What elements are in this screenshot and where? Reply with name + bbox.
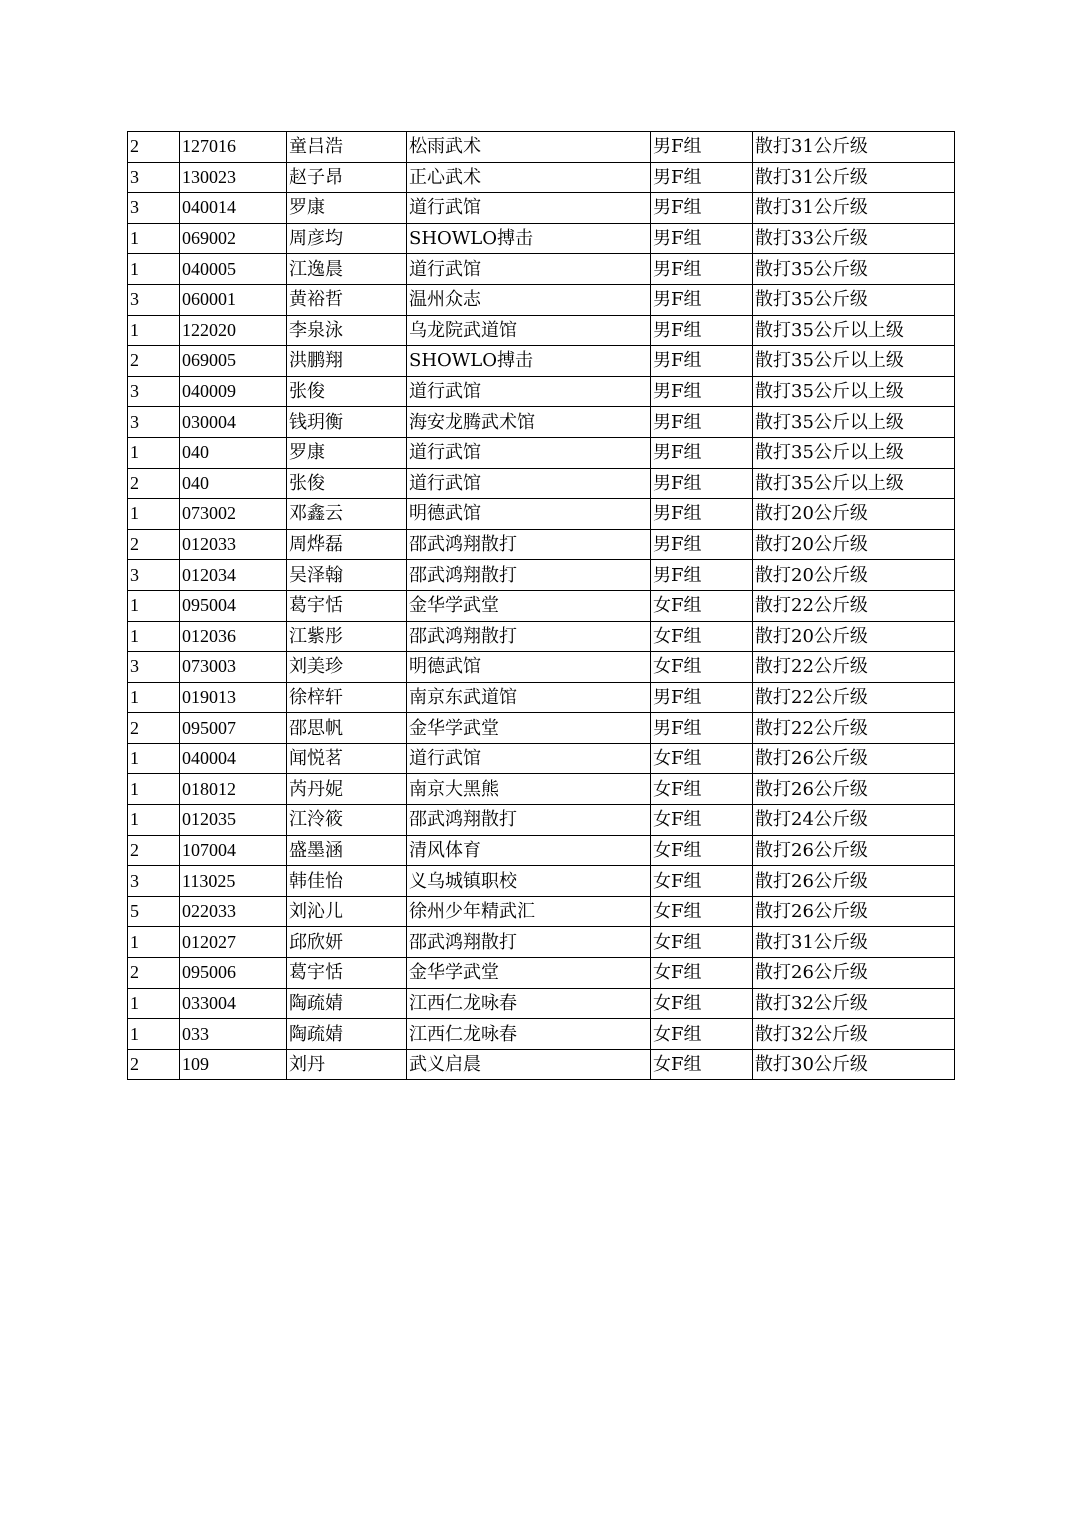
event-cell: 散打20公斤级 <box>753 621 955 652</box>
event-cell: 散打20公斤级 <box>753 560 955 591</box>
club-cell: 道行武馆 <box>407 743 651 774</box>
athlete-id-cell: 109 <box>180 1049 287 1080</box>
group-cell: 女F组 <box>651 958 753 989</box>
athlete-id-cell: 012035 <box>180 805 287 836</box>
table-row <box>128 346 955 377</box>
rank-cell: 2 <box>128 346 180 377</box>
group-cell: 男F组 <box>651 193 753 224</box>
athlete-id-cell: 069005 <box>180 346 287 377</box>
club-cell: 邵武鸿翔散打 <box>407 621 651 652</box>
table-row <box>128 590 955 621</box>
athlete-id-cell: 122020 <box>180 315 287 346</box>
table-row <box>128 499 955 530</box>
club-cell: 邵武鸿翔散打 <box>407 927 651 958</box>
group-cell: 男F组 <box>651 376 753 407</box>
club-cell: 正心武术 <box>407 162 651 193</box>
rank-cell: 2 <box>128 132 180 163</box>
event-cell: 散打26公斤级 <box>753 866 955 897</box>
rank-cell: 1 <box>128 590 180 621</box>
athlete-id-cell: 018012 <box>180 774 287 805</box>
rank-cell: 3 <box>128 193 180 224</box>
event-cell: 散打35公斤以上级 <box>753 346 955 377</box>
athlete-id-cell: 095007 <box>180 713 287 744</box>
table-row <box>128 437 955 468</box>
athlete-name-cell: 刘丹 <box>287 1049 407 1080</box>
group-cell: 女F组 <box>651 774 753 805</box>
group-cell: 男F组 <box>651 407 753 438</box>
table-row <box>128 407 955 438</box>
club-cell: 松雨武术 <box>407 132 651 163</box>
rank-cell: 5 <box>128 896 180 927</box>
rank-cell: 1 <box>128 682 180 713</box>
athlete-name-cell: 周彦均 <box>287 223 407 254</box>
club-cell: SHOWLO搏击 <box>407 223 651 254</box>
table-row <box>128 682 955 713</box>
group-cell: 男F组 <box>651 315 753 346</box>
group-cell: 男F组 <box>651 437 753 468</box>
athlete-name-cell: 邵思帆 <box>287 713 407 744</box>
athlete-name-cell: 张俊 <box>287 468 407 499</box>
table-row <box>128 805 955 836</box>
group-cell: 女F组 <box>651 1049 753 1080</box>
table-row <box>128 529 955 560</box>
event-cell: 散打35公斤以上级 <box>753 437 955 468</box>
athlete-id-cell: 033004 <box>180 988 287 1019</box>
group-cell: 女F组 <box>651 621 753 652</box>
table-row <box>128 132 955 163</box>
group-cell: 男F组 <box>651 468 753 499</box>
club-cell: 乌龙院武道馆 <box>407 315 651 346</box>
event-cell: 散打26公斤级 <box>753 774 955 805</box>
athlete-name-cell: 李泉泳 <box>287 315 407 346</box>
group-cell: 女F组 <box>651 805 753 836</box>
athlete-id-cell: 040 <box>180 437 287 468</box>
rank-cell: 1 <box>128 927 180 958</box>
event-cell: 散打24公斤级 <box>753 805 955 836</box>
group-cell: 女F组 <box>651 590 753 621</box>
athlete-name-cell: 罗康 <box>287 193 407 224</box>
club-cell: 江西仁龙咏春 <box>407 988 651 1019</box>
athlete-id-cell: 040014 <box>180 193 287 224</box>
athlete-name-cell: 葛宇恬 <box>287 958 407 989</box>
athlete-id-cell: 095004 <box>180 590 287 621</box>
club-cell: 道行武馆 <box>407 254 651 285</box>
rank-cell: 3 <box>128 407 180 438</box>
athlete-id-cell: 033 <box>180 1019 287 1050</box>
athlete-id-cell: 095006 <box>180 958 287 989</box>
athlete-name-cell: 葛宇恬 <box>287 590 407 621</box>
club-cell: 道行武馆 <box>407 437 651 468</box>
rank-cell: 1 <box>128 743 180 774</box>
rank-cell: 2 <box>128 835 180 866</box>
athlete-id-cell: 073003 <box>180 652 287 683</box>
rank-cell: 2 <box>128 713 180 744</box>
athlete-id-cell: 040004 <box>180 743 287 774</box>
group-cell: 男F组 <box>651 682 753 713</box>
table-row <box>128 376 955 407</box>
event-cell: 散打26公斤级 <box>753 743 955 774</box>
club-cell: 邵武鸿翔散打 <box>407 529 651 560</box>
club-cell: 道行武馆 <box>407 376 651 407</box>
table-row <box>128 468 955 499</box>
athlete-id-cell: 040005 <box>180 254 287 285</box>
group-cell: 男F组 <box>651 529 753 560</box>
event-cell: 散打35公斤以上级 <box>753 315 955 346</box>
rank-cell: 2 <box>128 1049 180 1080</box>
group-cell: 女F组 <box>651 652 753 683</box>
athlete-name-cell: 洪鹏翔 <box>287 346 407 377</box>
group-cell: 男F组 <box>651 223 753 254</box>
club-cell: 道行武馆 <box>407 468 651 499</box>
event-cell: 散打22公斤级 <box>753 652 955 683</box>
athlete-name-cell: 刘美珍 <box>287 652 407 683</box>
athlete-name-cell: 钱玥衡 <box>287 407 407 438</box>
event-cell: 散打32公斤级 <box>753 988 955 1019</box>
athlete-id-cell: 040 <box>180 468 287 499</box>
club-cell: 南京大黑熊 <box>407 774 651 805</box>
club-cell: 道行武馆 <box>407 193 651 224</box>
table-row <box>128 713 955 744</box>
rank-cell: 1 <box>128 499 180 530</box>
rank-cell: 1 <box>128 223 180 254</box>
table-row <box>128 743 955 774</box>
athlete-name-cell: 邱欣妍 <box>287 927 407 958</box>
club-cell: 清风体育 <box>407 835 651 866</box>
athlete-name-cell: 陶疏婧 <box>287 988 407 1019</box>
club-cell: 邵武鸿翔散打 <box>407 805 651 836</box>
athlete-name-cell: 黄裕哲 <box>287 284 407 315</box>
athlete-id-cell: 073002 <box>180 499 287 530</box>
rank-cell: 3 <box>128 162 180 193</box>
event-cell: 散打22公斤级 <box>753 713 955 744</box>
rank-cell: 1 <box>128 988 180 1019</box>
table-row <box>128 1019 955 1050</box>
table-row <box>128 652 955 683</box>
event-cell: 散打26公斤级 <box>753 835 955 866</box>
rank-cell: 2 <box>128 468 180 499</box>
table-row <box>128 835 955 866</box>
rank-cell: 3 <box>128 284 180 315</box>
event-cell: 散打35公斤级 <box>753 254 955 285</box>
event-cell: 散打31公斤级 <box>753 162 955 193</box>
event-cell: 散打20公斤级 <box>753 529 955 560</box>
athlete-name-cell: 芮丹妮 <box>287 774 407 805</box>
athlete-name-cell: 盛墨涵 <box>287 835 407 866</box>
athlete-name-cell: 周烨磊 <box>287 529 407 560</box>
athlete-name-cell: 韩佳怡 <box>287 866 407 897</box>
club-cell: 江西仁龙咏春 <box>407 1019 651 1050</box>
club-cell: 金华学武堂 <box>407 958 651 989</box>
event-cell: 散打31公斤级 <box>753 193 955 224</box>
athlete-name-cell: 江逸晨 <box>287 254 407 285</box>
athlete-id-cell: 012036 <box>180 621 287 652</box>
rank-cell: 1 <box>128 254 180 285</box>
athlete-id-cell: 012034 <box>180 560 287 591</box>
event-cell: 散打22公斤级 <box>753 682 955 713</box>
table-row <box>128 193 955 224</box>
club-cell: 南京东武道馆 <box>407 682 651 713</box>
club-cell: 海安龙腾武术馆 <box>407 407 651 438</box>
rank-cell: 1 <box>128 621 180 652</box>
table-row <box>128 162 955 193</box>
table-row <box>128 774 955 805</box>
event-cell: 散打31公斤级 <box>753 132 955 163</box>
table-row <box>128 284 955 315</box>
athlete-name-cell: 罗康 <box>287 437 407 468</box>
club-cell: 武义启晨 <box>407 1049 651 1080</box>
group-cell: 男F组 <box>651 713 753 744</box>
athlete-name-cell: 闻悦茗 <box>287 743 407 774</box>
rank-cell: 2 <box>128 529 180 560</box>
table-row <box>128 560 955 591</box>
athlete-name-cell: 江泠筱 <box>287 805 407 836</box>
event-cell: 散打32公斤级 <box>753 1019 955 1050</box>
group-cell: 男F组 <box>651 284 753 315</box>
rank-cell: 3 <box>128 560 180 591</box>
group-cell: 女F组 <box>651 988 753 1019</box>
event-cell: 散打31公斤级 <box>753 927 955 958</box>
group-cell: 男F组 <box>651 560 753 591</box>
athlete-id-cell: 030004 <box>180 407 287 438</box>
athlete-name-cell: 徐梓轩 <box>287 682 407 713</box>
club-cell: 温州众志 <box>407 284 651 315</box>
group-cell: 女F组 <box>651 896 753 927</box>
athlete-id-cell: 060001 <box>180 284 287 315</box>
club-cell: 邵武鸿翔散打 <box>407 560 651 591</box>
event-cell: 散打22公斤级 <box>753 590 955 621</box>
group-cell: 男F组 <box>651 162 753 193</box>
athlete-name-cell: 陶疏婧 <box>287 1019 407 1050</box>
athlete-id-cell: 069002 <box>180 223 287 254</box>
results-table-body <box>128 132 955 1080</box>
table-row <box>128 315 955 346</box>
athlete-id-cell: 019013 <box>180 682 287 713</box>
event-cell: 散打35公斤级 <box>753 284 955 315</box>
table-row <box>128 988 955 1019</box>
club-cell: 明德武馆 <box>407 652 651 683</box>
table-row <box>128 958 955 989</box>
table-row <box>128 621 955 652</box>
event-cell: 散打35公斤以上级 <box>753 376 955 407</box>
table-row <box>128 927 955 958</box>
results-table <box>127 131 955 1080</box>
athlete-id-cell: 022033 <box>180 896 287 927</box>
club-cell: 金华学武堂 <box>407 713 651 744</box>
rank-cell: 1 <box>128 774 180 805</box>
table-row <box>128 254 955 285</box>
rank-cell: 1 <box>128 805 180 836</box>
athlete-name-cell: 江紫彤 <box>287 621 407 652</box>
athlete-name-cell: 张俊 <box>287 376 407 407</box>
event-cell: 散打26公斤级 <box>753 958 955 989</box>
rank-cell: 1 <box>128 437 180 468</box>
athlete-name-cell: 吴泽翰 <box>287 560 407 591</box>
athlete-id-cell: 040009 <box>180 376 287 407</box>
rank-cell: 3 <box>128 376 180 407</box>
table-row <box>128 1049 955 1080</box>
rank-cell: 3 <box>128 866 180 897</box>
event-cell: 散打33公斤级 <box>753 223 955 254</box>
group-cell: 女F组 <box>651 927 753 958</box>
group-cell: 男F组 <box>651 346 753 377</box>
athlete-id-cell: 130023 <box>180 162 287 193</box>
group-cell: 女F组 <box>651 743 753 774</box>
group-cell: 女F组 <box>651 1019 753 1050</box>
club-cell: 徐州少年精武汇 <box>407 896 651 927</box>
athlete-name-cell: 刘沁儿 <box>287 896 407 927</box>
group-cell: 男F组 <box>651 132 753 163</box>
rank-cell: 1 <box>128 315 180 346</box>
event-cell: 散打35公斤以上级 <box>753 468 955 499</box>
athlete-id-cell: 012033 <box>180 529 287 560</box>
event-cell: 散打35公斤以上级 <box>753 407 955 438</box>
rank-cell: 1 <box>128 1019 180 1050</box>
group-cell: 女F组 <box>651 835 753 866</box>
athlete-name-cell: 赵子昂 <box>287 162 407 193</box>
club-cell: SHOWLO搏击 <box>407 346 651 377</box>
table-row <box>128 896 955 927</box>
athlete-name-cell: 童吕浩 <box>287 132 407 163</box>
club-cell: 金华学武堂 <box>407 590 651 621</box>
rank-cell: 2 <box>128 958 180 989</box>
group-cell: 女F组 <box>651 866 753 897</box>
table-row <box>128 223 955 254</box>
event-cell: 散打30公斤级 <box>753 1049 955 1080</box>
table-row <box>128 866 955 897</box>
group-cell: 男F组 <box>651 499 753 530</box>
athlete-name-cell: 邓鑫云 <box>287 499 407 530</box>
club-cell: 义乌城镇职校 <box>407 866 651 897</box>
group-cell: 男F组 <box>651 254 753 285</box>
club-cell: 明德武馆 <box>407 499 651 530</box>
athlete-id-cell: 107004 <box>180 835 287 866</box>
event-cell: 散打26公斤级 <box>753 896 955 927</box>
athlete-id-cell: 127016 <box>180 132 287 163</box>
event-cell: 散打20公斤级 <box>753 499 955 530</box>
rank-cell: 3 <box>128 652 180 683</box>
athlete-id-cell: 113025 <box>180 866 287 897</box>
athlete-id-cell: 012027 <box>180 927 287 958</box>
